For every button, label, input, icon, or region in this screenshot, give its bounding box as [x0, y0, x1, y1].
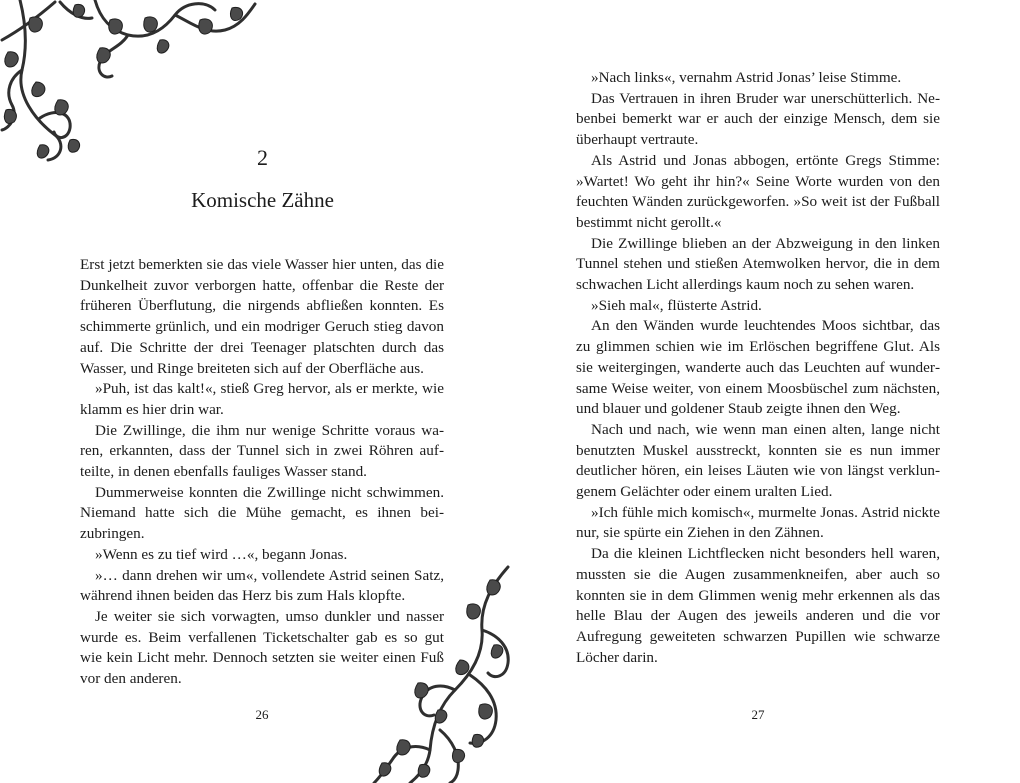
paragraph: Die Zwillinge blieben an der Abzweigung in den linken Tunnel stehen und stießen Atemwolken hervor, die in dem schwachen Licht allerdings kaum noch zu sehen waren. — [576, 234, 940, 294]
paragraph: Die Zwillinge, die ihm nur wenige Schritte voraus waren, erkannten, dass der Tunnel sich in zwei Röhren aufteilte, in denen ebenfalls fauliges Wasser stand. — [80, 421, 444, 481]
paragraph: »Ich fühle mich komisch«, murmelte Jonas. Astrid nickte nur, sie spürte ein Ziehen in den Zähnen. — [576, 503, 940, 542]
page-number-left: 26 — [255, 707, 269, 722]
paragraph: »Puh, ist das kalt!«, stieß Greg hervor, als er merkte, wie klamm es hier drin war. — [80, 380, 444, 418]
paragraph: Erst jetzt bemerkten sie das viele Wasser hier unten, das die Dunkelheit zuvor verborgen hatte, offenbar die Reste der früheren Überflutung, die nirgends abfließen konnten. Es schimmerte grünlich, und ein modriger Geruch stieg davon auf. Die Schritte der drei Teenager platschten durch das Wasser, und Ringe breiteten sich auf der Oberfläche aus. — [80, 256, 444, 377]
paragraph: An den Wänden wurde leuchtendes Moos sichtbar, das zu glimmen schien wie im Erlöschen begriffene Glut. Als sie weitergingen, wanderte auch das Leuchten auf wundersame Weise weiter, von einem Moosbüschel zum nächsten, und blauer und goldener Staub zeigte ihnen den Weg. — [576, 317, 940, 418]
paragraph: Dummerweise konnten die Zwillinge nicht schwimmen. Niemand hatte sich die Mühe gemacht, es ihnen beizubringen. — [80, 483, 444, 543]
paragraph: Als Astrid und Jonas abbogen, ertönte Gregs Stimme: »Wartet! Wo geht ihr hin?« Seine Worte wurden von den feuchten Wänden zurückgeworfen. »So weit ist der Fußball bestimmt nicht gerollt.« — [576, 151, 940, 231]
chapter-title: Komische Zähne — [191, 188, 334, 212]
paragraph: »Wenn es zu tief wird …«, begann Jonas. — [95, 545, 348, 563]
right-page — [510, 0, 1020, 783]
page-number-right: 27 — [751, 707, 765, 722]
paragraph: »… dann drehen wir um«, vollendete Astrid seinen Satz, während ihnen beiden das Herz bis zum Hals klopfte. — [80, 566, 444, 605]
paragraph: »Sieh mal«, flüsterte Astrid. — [591, 296, 762, 314]
right-page-body — [576, 68, 940, 668]
paragraph: Nach und nach, wie wenn man einen alten, lange nicht benutzten Muskel ausstreckt, konnten sie es nun immer deutlicher hören, ein leises Läuten wie von längst verklungenem Gelächter oder einem uralten Lied. — [576, 420, 940, 501]
paragraph: Je weiter sie sich vorwagten, umso dunkler und nasser wurde es. Beim verfallenen Ticketschalter gab es so gut wie kein Licht mehr. Dennoch setzten sie weiter einen Fuß vor den anderen. — [80, 607, 444, 688]
paragraph: »Nach links«, vernahm Astrid Jonas’ leise Stimme. — [591, 69, 902, 86]
chapter-number: 2 — [257, 145, 268, 170]
paragraph: Da die kleinen Lichtflecken nicht besonders hell waren, mussten sie die Augen zusammenkneifen, aber auch so konnten sie in dem Glimmen wenig mehr erkennen als das helle Blau der Augen des jeweils anderen und die vor Aufregung geweiteten schwarzen Pupillen wie schwarze Löcher darin. — [576, 545, 940, 666]
paragraph: Das Vertrauen in ihren Bruder war unerschütterlich. Nebenbei bemerkt war er auch der einzige Mensch, dem sie überhaupt vertraute. — [576, 89, 940, 149]
left-page-body — [80, 255, 444, 690]
